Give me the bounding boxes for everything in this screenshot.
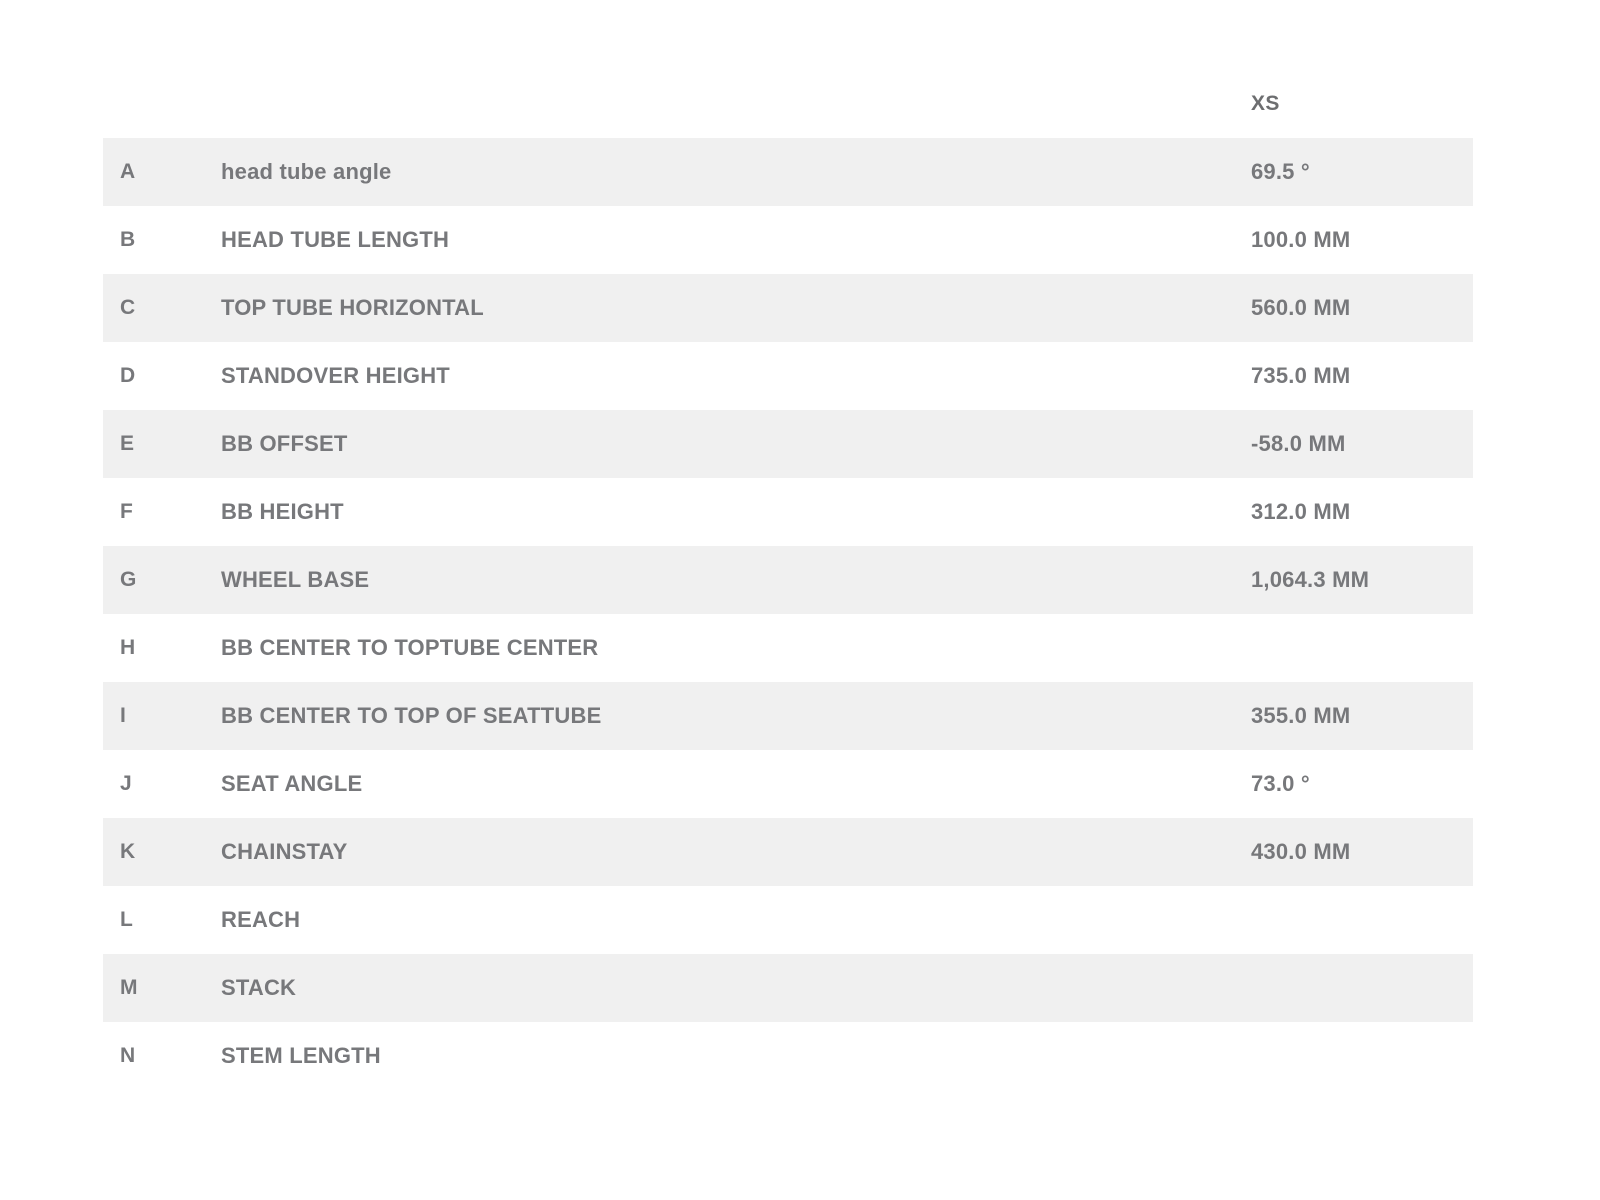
row-letter: D	[120, 364, 136, 387]
row-value-xs	[1251, 886, 1473, 954]
row-letter: G	[120, 568, 137, 591]
row-value-xs: 1,064.3 MM	[1251, 567, 1370, 592]
table-row	[103, 750, 1473, 818]
row-letter: J	[120, 772, 133, 795]
row-letter: F	[120, 500, 134, 523]
row-value-xs: 560.0 MM	[1251, 295, 1351, 320]
row-letter: A	[120, 160, 136, 183]
table-row	[103, 954, 1473, 1022]
geometry-table	[103, 92, 1473, 1090]
table-body	[103, 138, 1473, 1090]
row-measurement-name: SEAT ANGLE	[221, 771, 363, 796]
row-measurement-name: STANDOVER HEIGHT	[221, 363, 450, 388]
row-measurement-name: BB CENTER TO TOP OF SEATTUBE	[221, 703, 602, 728]
table-row	[103, 206, 1473, 274]
row-letter: L	[120, 908, 134, 931]
row-value-xs	[1251, 614, 1473, 682]
table-row	[103, 1022, 1473, 1090]
table-row	[103, 614, 1473, 682]
row-letter: H	[120, 636, 136, 659]
row-letter: I	[120, 704, 127, 727]
row-value-xs: 355.0 MM	[1251, 703, 1351, 728]
row-measurement-name: BB OFFSET	[221, 431, 348, 456]
row-value-xs	[1251, 954, 1473, 1022]
row-value-xs: 735.0 MM	[1251, 363, 1351, 388]
row-letter: K	[120, 840, 136, 863]
header-size-xs: XS	[1251, 92, 1473, 138]
table-row	[103, 682, 1473, 750]
row-value-xs: 312.0 MM	[1251, 499, 1351, 524]
row-letter: M	[120, 976, 138, 999]
row-measurement-name: TOP TUBE HORIZONTAL	[221, 295, 484, 320]
row-value-xs: 73.0 °	[1251, 771, 1310, 796]
table-row	[103, 410, 1473, 478]
row-letter: B	[120, 228, 136, 251]
row-measurement-name: CHAINSTAY	[221, 839, 348, 864]
table-row	[103, 818, 1473, 886]
header-measurement-name	[221, 92, 1251, 138]
row-value-xs: 69.5 °	[1251, 159, 1310, 184]
row-measurement-name: head tube angle	[221, 159, 392, 184]
row-measurement-name: BB HEIGHT	[221, 499, 344, 524]
table-header	[103, 92, 1473, 138]
table-row	[103, 274, 1473, 342]
header-letter	[103, 92, 221, 138]
row-value-xs	[1251, 1022, 1473, 1090]
row-measurement-name: HEAD TUBE LENGTH	[221, 227, 450, 252]
row-measurement-name: BB CENTER TO TOPTUBE CENTER	[221, 635, 599, 660]
row-letter: E	[120, 432, 135, 455]
row-letter: N	[120, 1044, 136, 1067]
row-letter: C	[120, 296, 136, 319]
row-value-xs: 430.0 MM	[1251, 839, 1351, 864]
table-row	[103, 546, 1473, 614]
row-measurement-name: WHEEL BASE	[221, 567, 370, 592]
row-measurement-name: STACK	[221, 975, 297, 1000]
row-measurement-name: REACH	[221, 907, 301, 932]
row-value-xs: -58.0 MM	[1251, 431, 1346, 456]
row-value-xs: 100.0 MM	[1251, 227, 1351, 252]
table-row	[103, 138, 1473, 206]
table-row	[103, 342, 1473, 410]
table-row	[103, 478, 1473, 546]
row-measurement-name: STEM LENGTH	[221, 1043, 381, 1068]
table-row	[103, 886, 1473, 954]
table-header-row	[103, 92, 1473, 138]
